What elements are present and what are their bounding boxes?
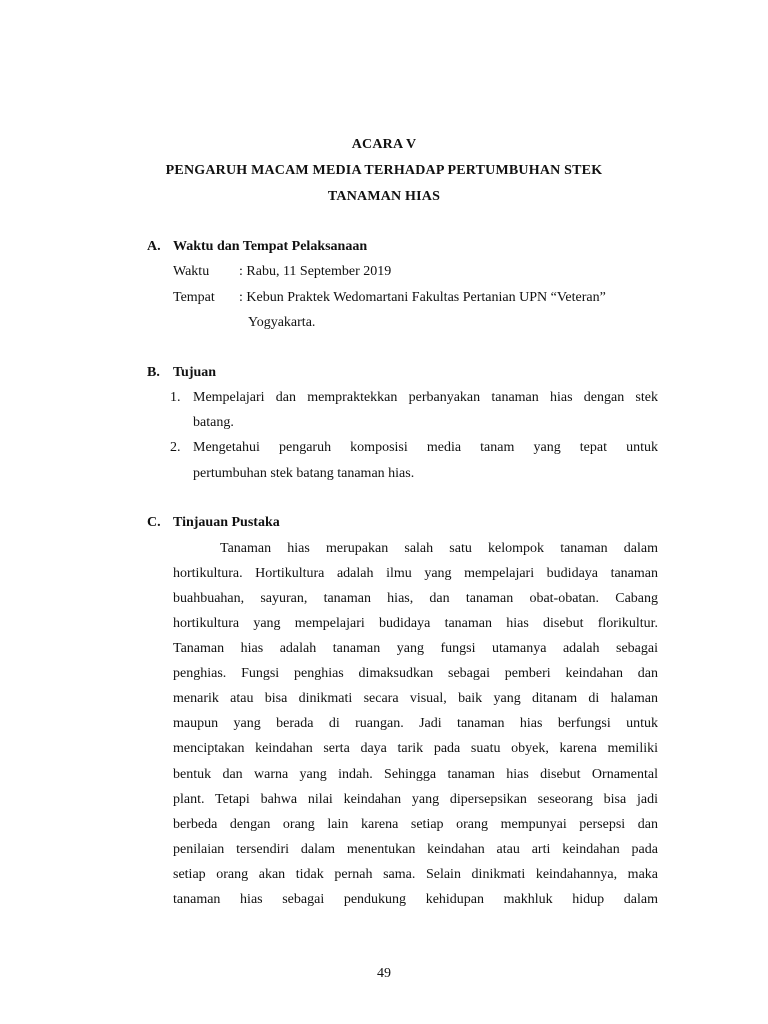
tempat-value: : Kebun Praktek Wedomartani Fakultas Pertanian UPN “Veteran” [239, 290, 606, 305]
section-c-heading [147, 515, 280, 531]
tujuan-item-2-number: 2. [170, 440, 181, 455]
tujuan-item-1-line-2: batang. [193, 415, 234, 430]
paragraph-line: tanaman hias sebagai pendukung kehidupan makhluk hidup dalam [173, 892, 658, 907]
chapter-subtitle-line-2: TANAMAN HIAS [327, 189, 441, 204]
paragraph-line: berbeda dengan orang lain karena setiap orang mempunyai persepsi dan [173, 817, 658, 832]
paragraph-line: penilaian tersendiri dalam menentukan keindahan atau arti keindahan pada [173, 842, 658, 857]
section-a-title: Waktu dan Tempat Pelaksanaan [173, 239, 368, 254]
tujuan-item-1-line-1: Mempelajari dan mempraktekkan perbanyakan tanaman hias dengan stek [193, 390, 658, 405]
tujuan-item-2-line-1: Mengetahui pengaruh komposisi media tanam yang tepat untuk [193, 440, 658, 455]
section-c-letter: C. [147, 515, 161, 530]
tempat-label: Tempat [173, 290, 215, 305]
page-number: 49 [377, 966, 391, 981]
paragraph-line: menarik atau bisa dinikmati secara visual, baik yang ditanam di halaman [173, 691, 658, 706]
paragraph-line: menciptakan keindahan serta daya tarik pada suatu obyek, karena memiliki [173, 741, 658, 756]
paragraph-line: setiap orang akan tidak pernah sama. Selain dinikmati keindahannya, maka [173, 867, 658, 882]
paragraph-line: maupun yang berada di ruangan. Jadi tanaman hias berfungsi untuk [173, 716, 658, 731]
waktu-value: : Rabu, 11 September 2019 [239, 264, 392, 279]
tempat-value-continued: Yogyakarta. [248, 315, 316, 330]
tujuan-item-2-line-2: pertumbuhan stek batang tanaman hias. [193, 466, 415, 481]
chapter-title: ACARA V [351, 137, 417, 152]
section-b-title: Tujuan [173, 365, 217, 380]
paragraph-line: bentuk dan warna yang indah. Sehingga tanaman hias disebut Ornamental [173, 767, 658, 782]
paragraph-line: hortikultura yang mempelajari budidaya tanaman hias disebut florikultur. [173, 616, 658, 631]
section-a-heading [147, 239, 367, 255]
section-a-letter: A. [147, 239, 161, 254]
tujuan-item-1-number: 1. [170, 390, 181, 405]
chapter-subtitle-line-1: PENGARUH MACAM MEDIA TERHADAP PERTUMBUHAN STEK [165, 163, 603, 178]
paragraph-line: hortikultura. Hortikultura adalah ilmu yang mempelajari budidaya tanaman [173, 566, 658, 581]
paragraph-line: buahbuahan, sayuran, tanaman hias, dan tanaman obat-obatan. Cabang [173, 591, 658, 606]
paragraph-line: penghias. Fungsi penghias dimaksudkan sebagai pemberi keindahan dan [173, 666, 658, 681]
waktu-label: Waktu [173, 264, 210, 279]
paragraph-line: Tanaman hias merupakan salah satu kelompok tanaman dalam [220, 541, 658, 556]
paragraph-line: plant. Tetapi bahwa nilai keindahan yang dipersepsikan seseorang bisa jadi [173, 792, 658, 807]
section-c-title: Tinjauan Pustaka [173, 515, 280, 530]
section-b-heading [147, 365, 216, 381]
section-b-letter: B. [147, 365, 160, 380]
paragraph-line: Tanaman hias adalah tanaman yang fungsi utamanya adalah sebagai [173, 641, 658, 656]
